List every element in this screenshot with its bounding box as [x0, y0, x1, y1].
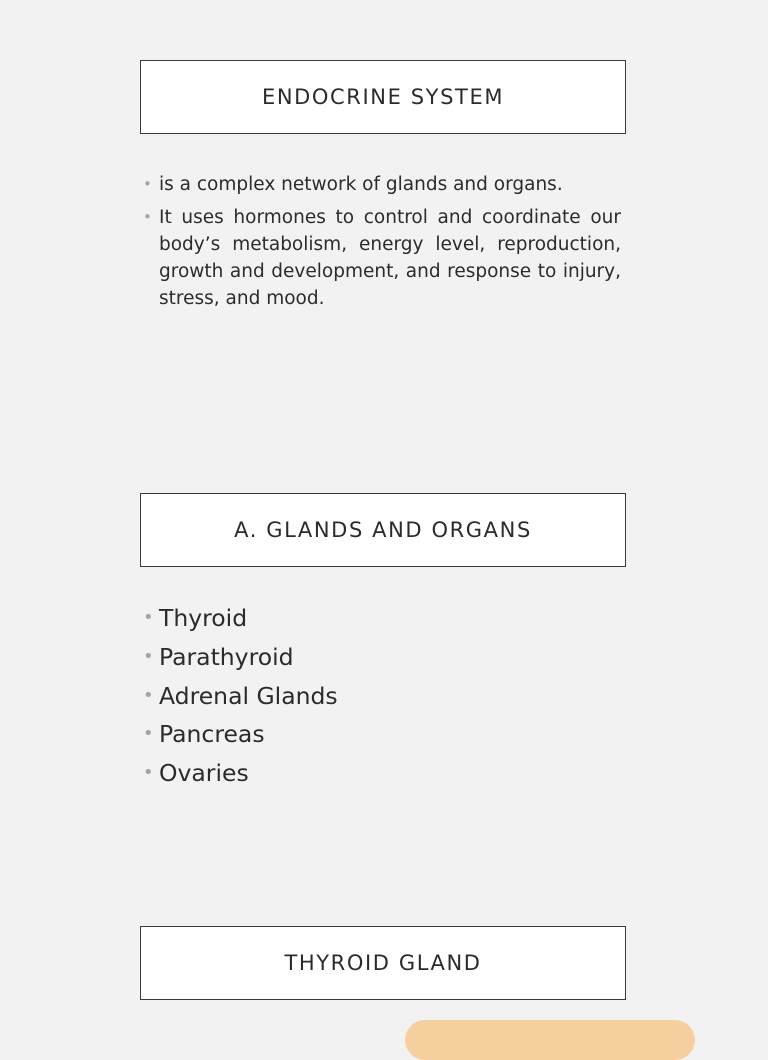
list-item-text: Thyroid	[159, 604, 248, 632]
list-item	[143, 599, 621, 638]
section-title: THYROID GLAND	[284, 951, 482, 975]
list-item	[143, 204, 621, 312]
list-item-text: is a complex network of glands and organs.	[159, 174, 563, 195]
bullet-list-glands-and-organs	[143, 599, 621, 793]
list-item-text: Ovaries	[159, 759, 249, 788]
bullet-icon: •	[143, 723, 154, 745]
next-slide-preview	[405, 1020, 695, 1060]
list-item	[143, 677, 621, 716]
bullet-icon: •	[143, 208, 152, 226]
list-item	[143, 754, 621, 793]
list-item	[143, 638, 621, 677]
bullet-icon: •	[143, 175, 152, 193]
bullet-icon: •	[143, 762, 154, 784]
bullet-icon: •	[143, 645, 154, 667]
section-title: ENDOCRINE SYSTEM	[261, 85, 505, 109]
section-title: A. GLANDS AND ORGANS	[234, 518, 532, 542]
list-item-text: Adrenal Glands	[159, 681, 338, 710]
list-item	[143, 715, 621, 754]
bullet-icon: •	[143, 684, 154, 706]
section-title-box-glands-and-organs	[140, 493, 626, 567]
bullet-icon: •	[143, 607, 154, 628]
bullet-list-endocrine-system	[143, 171, 621, 318]
section-title-box-thyroid-gland	[140, 926, 626, 1000]
list-item	[143, 171, 621, 198]
list-item-text: Pancreas	[159, 720, 265, 749]
list-item-text: Parathyroid	[159, 642, 294, 671]
section-title-box-endocrine-system	[140, 60, 626, 134]
list-item-text: It uses hormones to control and coordinate our body’s metabolism, energy level, reproduction, growth and development, and response to injury, stress, and mood.	[159, 207, 621, 309]
